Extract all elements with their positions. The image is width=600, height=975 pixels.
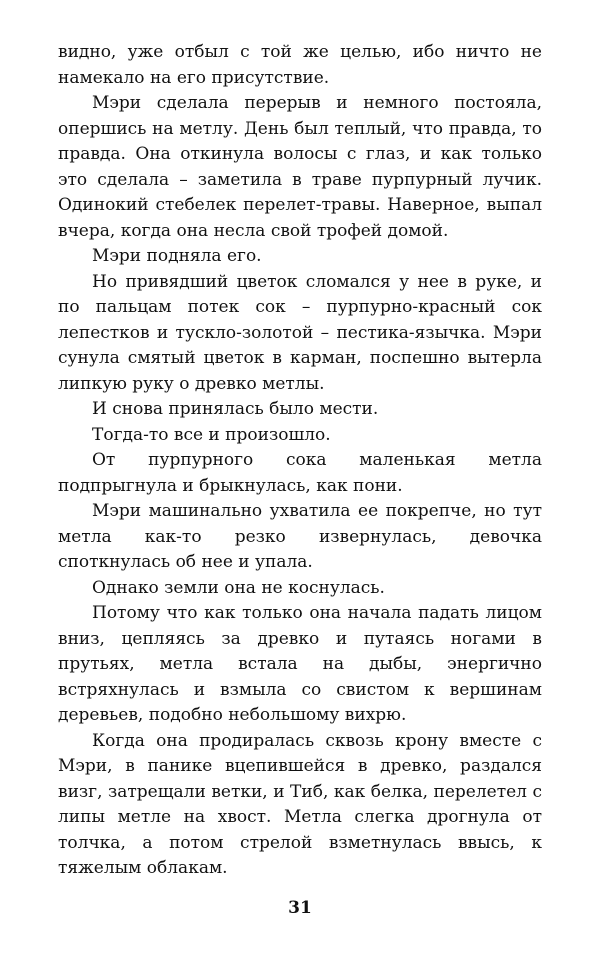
paragraph-1: видно, уже отбыл с той же целью, ибо ничто не намекало на его присутствие. — [58, 42, 542, 88]
paragraph-7: От пурпурного сока маленькая метла подпрыгнула и брыкнулась, как пони. — [58, 450, 542, 496]
paragraph-11: Когда она продиралась сквозь крону вместе с Мэри, в панике вцепившейся в древко, раздался визг, затрещали ветки, и Тиб, как белка, перелетел с липы метле на хвост. Метла слегка дрогнула от толчка, а потом стрелой взметнулась ввысь, к тяжелым облакам. — [58, 730, 542, 878]
paragraph-3: Мэри подняла его. — [92, 246, 262, 266]
paragraph-8: Мэри машинально ухватила ее покрепче, но тут метла как-то резко извернулась, девочка споткнулась об нее и упала. — [58, 501, 542, 572]
page-body — [58, 40, 542, 882]
paragraph-5: И снова принялась было мести. — [92, 399, 379, 419]
page-number: 31 — [288, 898, 312, 918]
paragraph-2: Мэри сделала перерыв и немного постояла, опершись на метлу. День был теплый, что правда, то правда. Она откинула волосы с глаз, и как только это сделала – заметила в траве пурпурный лучик. Одинокий стебелек перелет-травы. Наверное, выпал вчера, когда она несла свой трофей домой. — [58, 93, 542, 241]
paragraph-9: Однако земли она не коснулась. — [92, 577, 385, 598]
paragraph-10: Потому что как только она начала падать лицом вниз, цепляясь за древко и путаясь ногами в прутьях, метла встала на дыбы, энергично встряхнулась и взмыла со свистом к вершинам деревьев, подобно небольшому вихрю. — [58, 603, 542, 725]
paragraph-4: Но привядший цветок сломался у нее в руке, и по пальцам потек сок – пурпурно-красный сок лепестков и тускло-золотой – пестика-язычка. Мэри сунула смятый цветок в карман, поспешно вытерла липкую руку о древко метлы. — [58, 271, 542, 394]
paragraph-6: Тогда-то все и произошло. — [92, 424, 331, 445]
